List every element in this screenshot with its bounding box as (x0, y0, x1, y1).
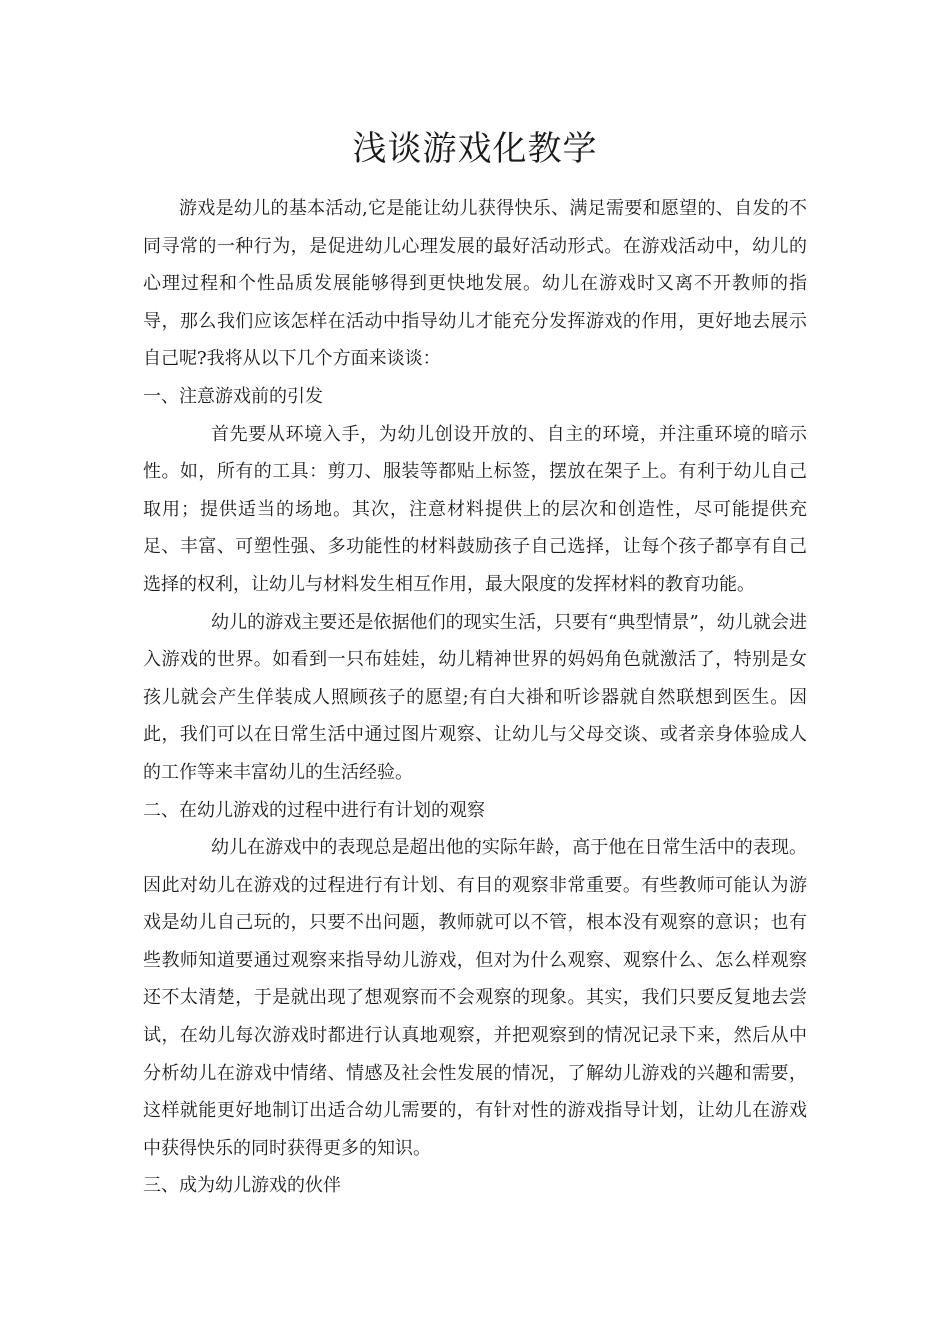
document-title: 浅谈游戏化教学 (352, 129, 598, 169)
section-1-paragraph-1: 首先要从环境入手，为幼儿创设开放的、自主的环境，并注重环境的暗示性。如，所有的工具：剪刀、服装等都贴上标签，摆放在架子上。有利于幼儿自己取用；提供适当的场地。其次，注意材料提供上的层次和创造性，尽可能提供充足、丰富、可塑性强、多功能性的材料鼓励孩子自己选择，让每个孩子都享有自己选择的权利，让幼儿与材料发生相互作用，最大限度的发挥材料的教育功能。 (143, 423, 807, 595)
document-body (143, 190, 807, 1205)
intro-paragraph: 游戏是幼儿的基本活动,它是能让幼儿获得快乐、满足需要和愿望的、自发的不同寻常的一种行为，是促进幼儿心理发展的最好活动形式。在游戏活动中，幼儿的心理过程和个性品质发展能够得到更快地发展。幼儿在游戏时又离不开教师的指导，那么我们应该怎样在活动中指导幼儿才能充分发挥游戏的作用，更好地去展示自己呢?我将从以下几个方面来谈谈： (143, 198, 807, 370)
section-1-paragraph-2: 幼儿的游戏主要还是依据他们的现实生活，只要有“典型情景”，幼儿就会进入游戏的世界。如看到一只布娃娃，幼儿精神世界的妈妈角色就激活了，特别是女孩儿就会产生佯装成人照顾孩子的愿望;有白大褂和听诊器就自然联想到医生。因此，我们可以在日常生活中通过图片观察、让幼儿与父母交谈、或者亲身体验成人的工作等来丰富幼儿的生活经验。 (143, 611, 807, 783)
section-2-paragraph-1: 幼儿在游戏中的表现总是超出他的实际年龄，高于他在日常生活中的表现。因此对幼儿在游戏的过程进行有计划、有目的观察非常重要。有些教师可能认为游戏是幼儿自己玩的，只要不出问题，教师就可以不管，根本没有观察的意识；也有些教师知道要通过观察来指导幼儿游戏，但对为什么观察、观察什么、怎么样观察还不太清楚，于是就出现了想观察而不会观察的现象。其实，我们只要反复地去尝试，在幼儿每次游戏时都进行认真地观察，并把观察到的情况记录下来，然后从中分析幼儿在游戏中情绪、情感及社会性发展的情况，了解幼儿游戏的兴趣和需要，这样就能更好地制订出适合幼儿需要的，有针对性的游戏指导计划，让幼儿在游戏中获得快乐的同时获得更多的知识。 (143, 837, 807, 1159)
section-2-heading: 二、在幼儿游戏的过程中进行有计划的观察 (143, 799, 485, 821)
section-3-heading: 三、成为幼儿游戏的伙伴 (143, 1175, 341, 1197)
section-1-heading: 一、注意游戏前的引发 (143, 385, 323, 407)
